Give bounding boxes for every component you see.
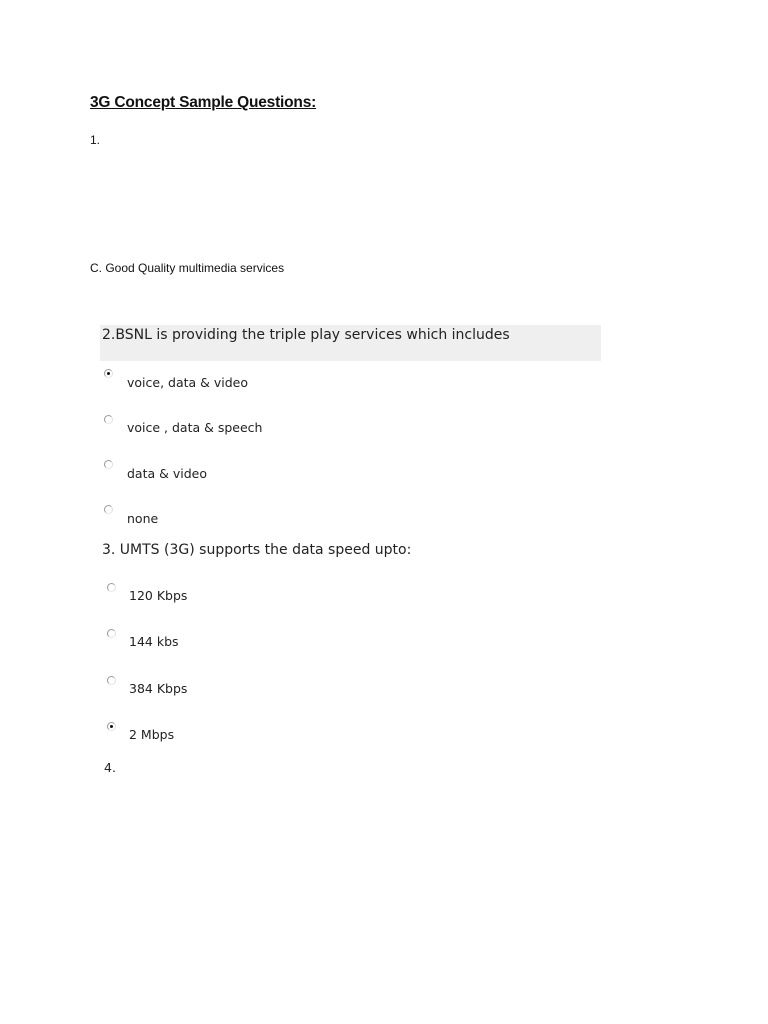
question-3-text: 3. UMTS (3G) supports the data speed upto: (102, 542, 412, 558)
q2-option-3-label: data & video (127, 466, 207, 481)
question-1-number: 1. (90, 133, 101, 147)
q3-option-2-label: 144 kbs (129, 634, 179, 649)
question-1-answer: C. Good Quality multimedia services (90, 261, 285, 275)
q2-option-2-label: voice , data & speech (127, 420, 263, 435)
q2-option-1-radio[interactable] (104, 369, 113, 378)
page-title: 3G Concept Sample Questions: (90, 94, 317, 111)
q2-option-1-label: voice, data & video (127, 375, 249, 390)
q2-option-3-radio[interactable] (104, 460, 113, 469)
q3-option-3-radio[interactable] (107, 676, 116, 685)
q3-option-1-label: 120 Kbps (129, 588, 188, 603)
question-2-text: 2.BSNL is providing the triple play services which includes (102, 327, 510, 343)
q2-option-4-radio[interactable] (104, 505, 113, 514)
q3-option-3-label: 384 Kbps (129, 681, 188, 696)
q3-option-2-radio[interactable] (107, 629, 116, 638)
q3-option-4-radio[interactable] (107, 722, 116, 731)
q2-option-4-label: none (127, 511, 159, 526)
question-4-number: 4. (104, 760, 116, 775)
q3-option-1-radio[interactable] (107, 583, 116, 592)
q3-option-4-label: 2 Mbps (129, 727, 175, 742)
q2-option-2-radio[interactable] (104, 415, 113, 424)
